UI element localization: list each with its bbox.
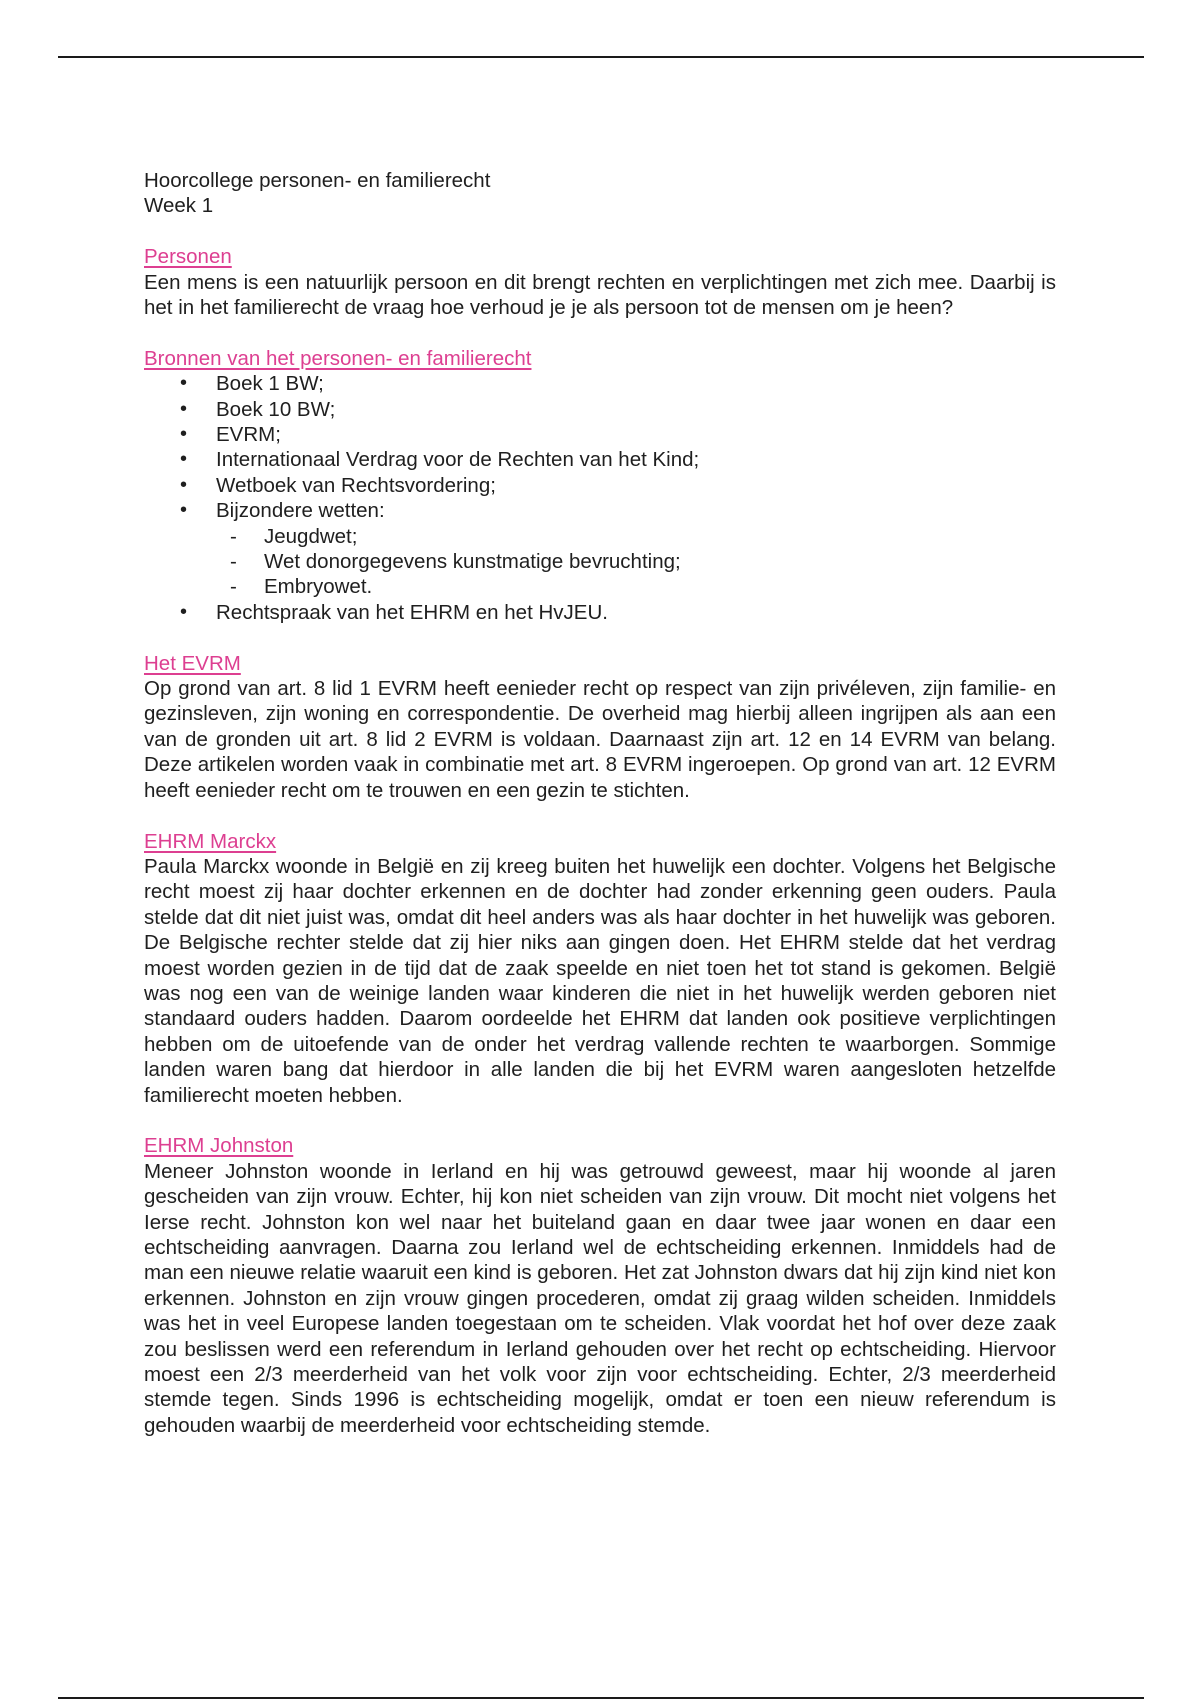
list-item: • EVRM; bbox=[144, 422, 1056, 447]
heading-bronnen: Bronnen van het personen- en familierecht bbox=[144, 346, 532, 370]
paragraph-marckx: Paula Marckx woonde in België en zij kreeg buiten het huwelijk een dochter. Volgens het Belgische recht moest zij haar dochter erkennen en de dochter had zonder erkenning geen ouders. Paula stelde dat dit niet juist was, omdat dit heel anders was als haar dochter in het huwelijk was geboren. De Belgische rechter stelde dat zij hier niks aan gingen doen. Het EHRM stelde dat het verdrag moest worden gezien in de tijd dat de zaak speelde en niet toen het tot stand is gekomen. België was nog een van de weinige landen waar kinderen die niet in het huwelijk werden geboren niet standaard ouders hadden. Daarom oordeelde het EHRM dat landen ook positieve verplichtingen hebben om de uitoefende van de onder het verdrag vallende rechten te waarborgen. Sommige landen waren bang dat hierdoor in alle landen die bij het EVRM waren aangesloten hetzelfde familierecht moeten hebben. bbox=[144, 854, 1056, 1107]
spacer bbox=[144, 320, 1056, 345]
paragraph-evrm: Op grond van art. 8 lid 1 EVRM heeft eenieder recht op respect van zijn privéleven, zijn familie- en gezinsleven, zijn woning en correspondentie. De overheid mag hierbij alleen ingrijpen als aan een van de gronden uit art. 8 lid 2 EVRM is voldaan. Daarnaast zijn art. 12 en 14 EVRM van belang. Deze artikelen worden vaak in combinatie met art. 8 EVRM ingeroepen. Op grond van art. 12 EVRM heeft eenieder recht om te trouwen en een gezin te stichten. bbox=[144, 677, 1056, 802]
sources-list bbox=[144, 371, 1056, 625]
sub-list bbox=[216, 524, 1056, 600]
spacer bbox=[144, 1108, 1056, 1133]
list-item-bijzondere-wetten bbox=[144, 498, 1056, 600]
sub-list-item: - Embryowet. bbox=[216, 574, 1056, 599]
spacer bbox=[144, 803, 1056, 828]
spacer bbox=[144, 625, 1056, 650]
sub-list-item: - Wet donorgegevens kunstmatige bevruchting; bbox=[216, 549, 1056, 574]
list-item: • Rechtspraak van het EHRM en het HvJEU. bbox=[144, 600, 1056, 625]
heading-marckx: EHRM Marckx bbox=[144, 829, 277, 853]
list-item: • Boek 10 BW; bbox=[144, 397, 1056, 422]
footer-rule bbox=[58, 1697, 1144, 1699]
list-item: • Boek 1 BW; bbox=[144, 371, 1056, 396]
sub-list-item: - Jeugdwet; bbox=[216, 524, 1056, 549]
list-item: • Wetboek van Rechtsvordering; bbox=[144, 473, 1056, 498]
header-rule bbox=[58, 56, 1144, 58]
paragraph-johnston: Meneer Johnston woonde in Ierland en hij was getrouwd geweest, maar hij woonde al jaren gescheiden van zijn vrouw. Echter, hij kon niet scheiden van zijn vrouw. Dit mocht niet volgens het Ierse recht. Johnston kon wel naar het buiteland gaan en daar twee jaar wonen en daar een echtscheiding aanvragen. Daarna zou Ierland wel de echtscheiding erkennen. Inmiddels had de man een nieuwe relatie waaruit een kind is geboren. Het zat Johnston dwars dat hij zijn kind niet kon erkennen. Johnston en zijn vrouw gingen procederen, omdat zij graag wilden scheiden. Inmiddels was het in veel Europese landen toegestaan om te scheiden. Vlak voordat het hof over deze zaak zou beslissen werd een referendum in Ierland gehouden over het recht op echtscheiding. Hiervoor moest een 2/3 meerderheid van het volk voor zijn voor echtscheiding. Echter, 2/3 meerderheid stemde tegen. Sinds 1996 is echtscheiding mogelijk, omdat er toen een nieuw referendum is gehouden waarbij de meerderheid voor echtscheiding stemde. bbox=[144, 1159, 1056, 1437]
heading-evrm: Het EVRM bbox=[144, 651, 241, 675]
list-item-label: Bijzondere wetten: bbox=[216, 499, 385, 523]
document-body bbox=[144, 168, 1056, 1438]
list-item: • Internationaal Verdrag voor de Rechten van het Kind; bbox=[144, 447, 1056, 472]
heading-personen: Personen bbox=[144, 245, 232, 269]
heading-johnston: EHRM Johnston bbox=[144, 1134, 294, 1158]
spacer bbox=[144, 219, 1056, 244]
paragraph-personen: Een mens is een natuurlijk persoon en dit brengt rechten en verplichtingen met zich mee. Daarbij is het in het familierecht de vraag hoe verhoud je je als persoon tot de mensen om je heen? bbox=[144, 270, 1056, 320]
document-title: Hoorcollege personen- en familierecht bbox=[144, 169, 491, 192]
document-week: Week 1 bbox=[144, 194, 214, 218]
